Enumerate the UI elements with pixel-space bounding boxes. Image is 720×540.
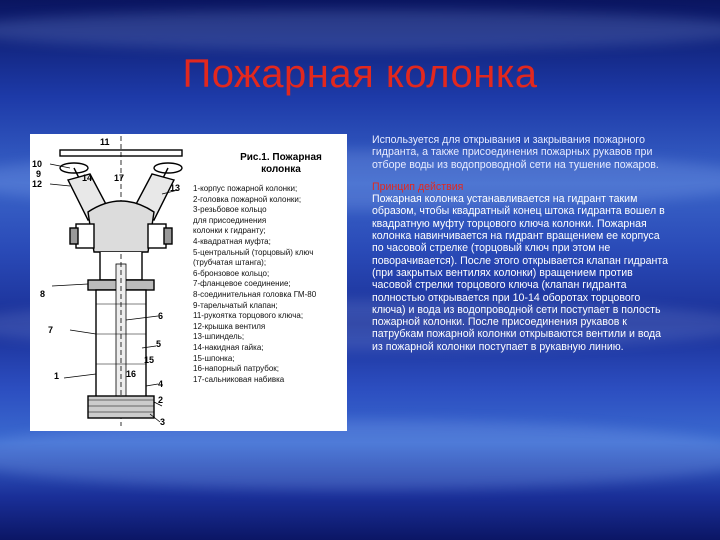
principle-paragraph: Пожарная колонка устанавливается на гидрант таким образом, чтобы квадратный конец штока гидранта вошел в квадратную муфту торцового ключа колонки. Пожарная колонка навинчивается на гидрант вращением ее корпуса по часовой стрелке (торцовый ключ при этом не поворачивается). После этого открывается клапан гидранта (при закрытых вентилях колонки) вращением против часовой стрелки торцового ключа (клапан гидранта полностью открывается при 10-14 оборотах торцового ключа) и вода из водопроводной сети поступает в полость пожарной колонки. После присоединения рукавов к патрубкам пожарной колонки открываются вентили и вода из пожарной колонки поступает в рукавную линию. (372, 193, 668, 353)
slide-title: Пожарная колонка (182, 52, 538, 96)
figure-number-label: 7 (48, 325, 54, 335)
figure-number-label: 3 (160, 417, 166, 427)
background-streak (0, 10, 720, 50)
legend-item: колонки к гидранту; (193, 226, 266, 236)
figure-number-label: 10 (32, 159, 43, 169)
figure-number-label: 4 (158, 379, 164, 389)
legend-item: 2-головка пожарной колонки; (193, 194, 302, 204)
figure-number-label: 9 (36, 169, 42, 179)
legend-item: 16-напорный патрубок; (193, 364, 279, 374)
legend-item: 5-центральный (торцовый) ключ (193, 247, 314, 257)
figure-number-label: 14 (82, 173, 93, 183)
figure-caption-line: колонка (261, 164, 301, 175)
legend-item: 1-корпус пожарной колонки; (193, 184, 298, 193)
figure-number-label: 5 (156, 339, 162, 349)
legend-item: 17-сальниковая набивка (193, 374, 285, 384)
legend-item: 9-тарельчатый клапан; (193, 300, 278, 310)
description-text (372, 134, 672, 353)
figure-legend (193, 184, 345, 385)
figure-number-label: 17 (114, 173, 125, 183)
figure-caption-line: Рис.1. Пожарная (240, 152, 322, 163)
figure-number-label: 2 (158, 395, 164, 405)
figure-number-label: 12 (32, 179, 43, 189)
hydrant-column-figure (30, 134, 347, 431)
figure-number-label: 8 (40, 289, 46, 299)
legend-item: 11-рукоятка торцового ключа; (193, 311, 304, 321)
legend-item: 13-шпиндель; (193, 332, 245, 342)
figure-number-label: 13 (170, 183, 181, 193)
legend-item: 15-шпонка; (193, 353, 235, 363)
figure-number-label: 6 (158, 311, 164, 321)
intro-paragraph: Используется для открывания и закрывания пожарного гидранта, а также присоединения пожарных рукавов при отборе воды из водопроводной сети на тушение пожаров. (372, 134, 659, 171)
legend-item: 4-квадратная муфта; (193, 236, 271, 246)
figure-number-label: 16 (126, 369, 137, 379)
legend-item: 12-крышка вентиля (193, 321, 266, 331)
figure-caption (226, 152, 336, 176)
legend-item: для присоединения (193, 215, 267, 225)
legend-item: 8-соединительная головка ГМ-80 (193, 289, 317, 299)
figure-number-label: 1 (54, 371, 60, 381)
legend-item: (трубчатая штанга); (193, 258, 267, 268)
legend-item: 7-фланцевое соединение; (193, 279, 291, 289)
legend-item: 6-бронзовое кольцо; (193, 268, 270, 278)
principle-heading: Принцип действия (372, 180, 464, 193)
legend-item: 3-резьбовое кольцо (193, 205, 267, 215)
legend-item: 14-накидная гайка; (193, 342, 264, 352)
figure-number-label: 15 (144, 355, 155, 365)
figure-number-label: 11 (100, 137, 110, 147)
